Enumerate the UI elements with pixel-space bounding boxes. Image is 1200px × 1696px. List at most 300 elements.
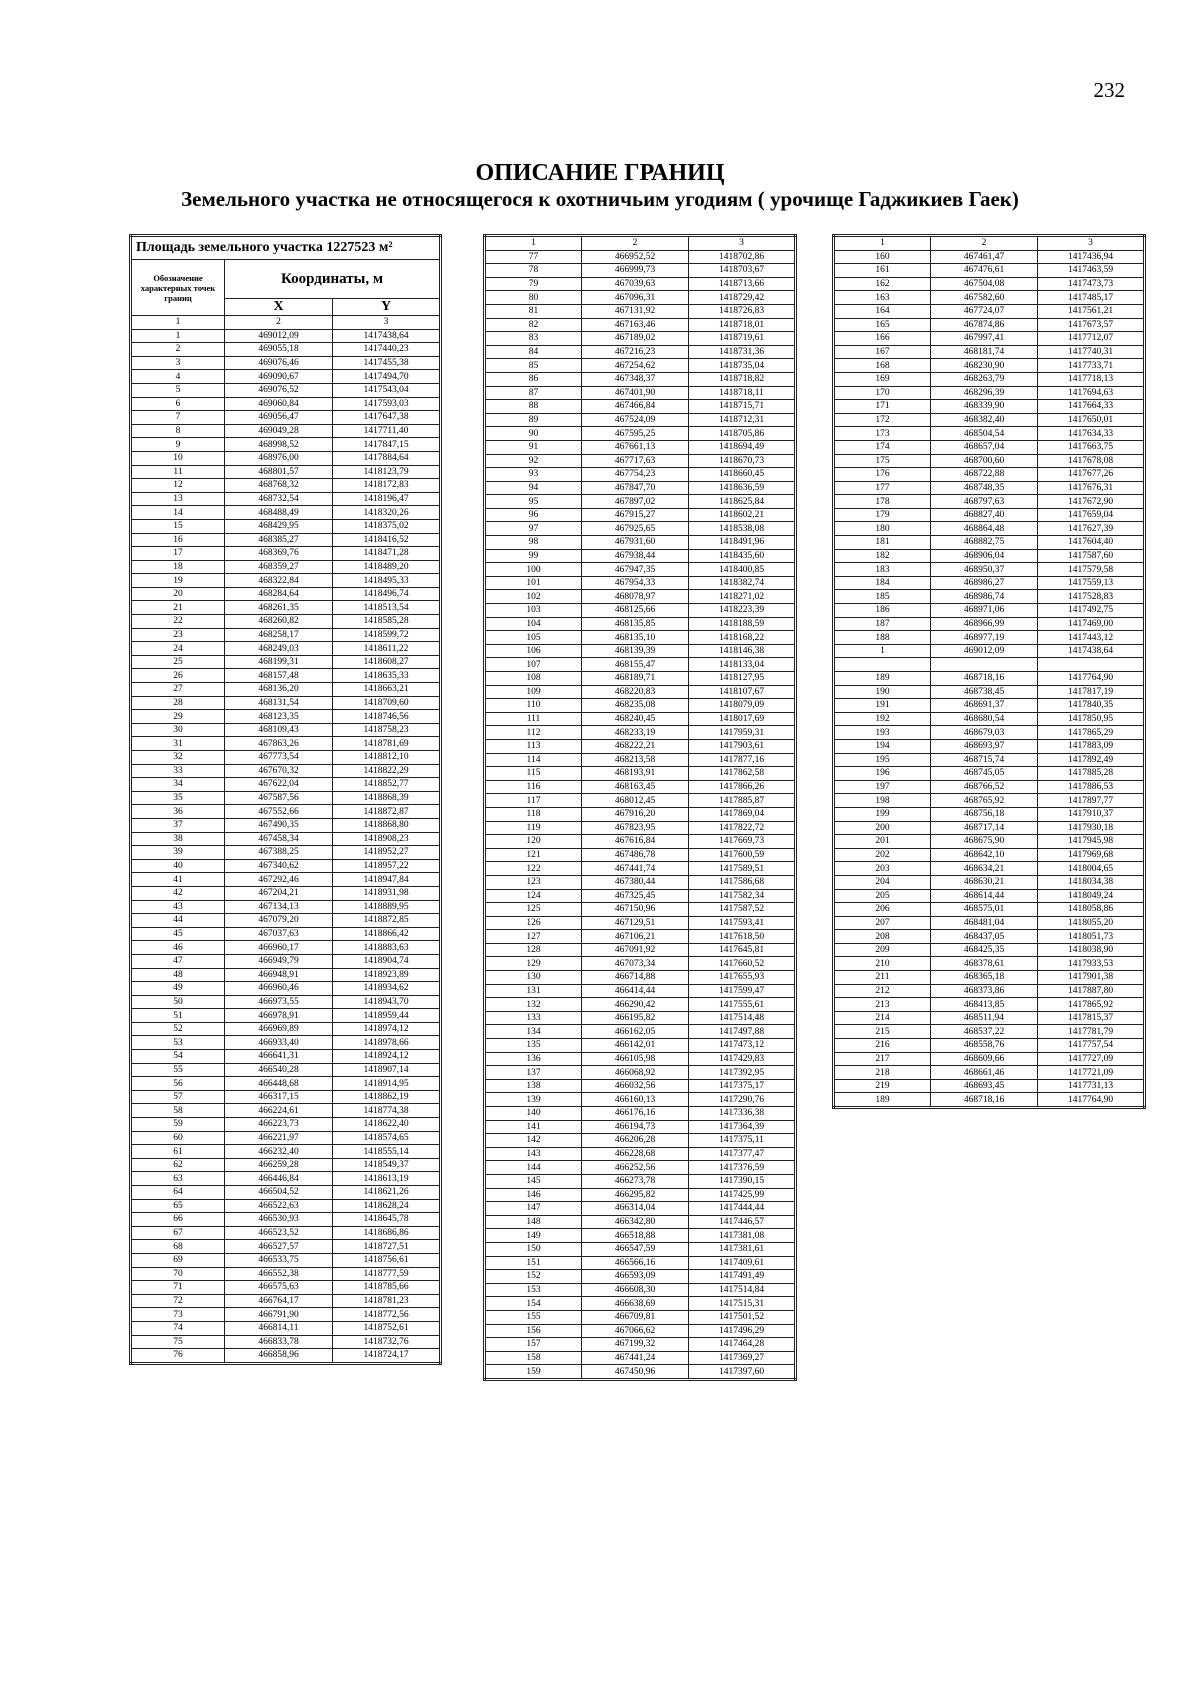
coord-x: 466999,73 <box>582 264 689 278</box>
coord-x: 468882,75 <box>931 536 1038 550</box>
point-number: 112 <box>485 726 582 740</box>
column-number-row <box>131 316 441 330</box>
coord-y: 1418055,20 <box>1038 916 1145 930</box>
point-number: 16 <box>131 533 225 547</box>
coord-x: 468718,16 <box>931 672 1038 686</box>
coord-y: 1417618,50 <box>689 930 796 944</box>
coord-y: 1417659,04 <box>1038 508 1145 522</box>
table-row <box>485 332 796 346</box>
coord-y: 1417733,71 <box>1038 359 1145 373</box>
point-number: 191 <box>834 699 931 713</box>
point-number: 14 <box>131 506 225 520</box>
table-row <box>834 604 1145 618</box>
coord-y: 1418724,17 <box>333 1349 441 1364</box>
coord-x: 467096,31 <box>582 291 689 305</box>
coord-x: 467490,35 <box>225 818 333 832</box>
coord-x: 469056,47 <box>225 411 333 425</box>
point-number: 32 <box>131 751 225 765</box>
coord-x: 466969,89 <box>225 1022 333 1036</box>
point-number: 88 <box>485 400 582 414</box>
coord-y: 1417727,09 <box>1038 1052 1145 1066</box>
coord-x: 468575,01 <box>931 903 1038 917</box>
coord-y: 1418375,02 <box>333 519 441 533</box>
coord-x: 468263,79 <box>931 372 1038 386</box>
point-number: 126 <box>485 916 582 930</box>
table-row <box>485 794 796 808</box>
coord-x: 466228,68 <box>582 1147 689 1161</box>
coord-y: 1418862,19 <box>333 1090 441 1104</box>
table-row <box>834 712 1145 726</box>
coord-x: 468385,27 <box>225 533 333 547</box>
table-row <box>834 1039 1145 1053</box>
coord-y: 1417866,26 <box>689 780 796 794</box>
table-row <box>485 726 796 740</box>
point-number: 59 <box>131 1118 225 1132</box>
table-row <box>485 916 796 930</box>
point-number: 107 <box>485 658 582 672</box>
coord-x: 466714,88 <box>582 971 689 985</box>
coord-x: 466533,75 <box>225 1253 333 1267</box>
column-number: 1 <box>485 236 582 251</box>
point-number: 103 <box>485 604 582 618</box>
point-number: 11 <box>131 465 225 479</box>
coord-y: 1417655,93 <box>689 971 796 985</box>
coord-y: 1418133,04 <box>689 658 796 672</box>
coord-x: 467595,25 <box>582 427 689 441</box>
point-number: 64 <box>131 1186 225 1200</box>
coord-y: 1418729,42 <box>689 291 796 305</box>
coord-x: 466223,73 <box>225 1118 333 1132</box>
coord-y: 1417892,49 <box>1038 753 1145 767</box>
coord-x: 467066,62 <box>582 1324 689 1338</box>
point-number: 50 <box>131 995 225 1009</box>
table-row <box>485 971 796 985</box>
coord-y: 1418038,90 <box>1038 943 1145 957</box>
coord-y: 1418758,23 <box>333 723 441 737</box>
table-row <box>131 941 441 955</box>
table-row <box>485 264 796 278</box>
coord-y: 1417678,08 <box>1038 454 1145 468</box>
table-row <box>834 807 1145 821</box>
table-row <box>834 454 1145 468</box>
table-row <box>485 604 796 618</box>
coord-y: 1417376,59 <box>689 1161 796 1175</box>
coord-y: 1418196,47 <box>333 492 441 506</box>
point-number: 40 <box>131 859 225 873</box>
point-number: 45 <box>131 927 225 941</box>
coord-x: 466973,55 <box>225 995 333 1009</box>
coord-y: 1418471,28 <box>333 547 441 561</box>
coord-x: 468369,76 <box>225 547 333 561</box>
table-row <box>131 764 441 778</box>
point-number: 130 <box>485 971 582 985</box>
coord-x: 467441,74 <box>582 862 689 876</box>
coord-x: 469055,18 <box>225 343 333 357</box>
table-row <box>834 481 1145 495</box>
point-number: 141 <box>485 1120 582 1134</box>
coord-y: 1417587,52 <box>689 903 796 917</box>
coord-y: 1417586,68 <box>689 875 796 889</box>
point-number: 214 <box>834 1011 931 1025</box>
table-row <box>834 889 1145 903</box>
point-number: 82 <box>485 318 582 332</box>
table-row <box>131 1349 441 1364</box>
table-row <box>485 508 796 522</box>
coord-y: 1418735,04 <box>689 359 796 373</box>
point-number: 200 <box>834 821 931 835</box>
coord-x: 467401,90 <box>582 386 689 400</box>
point-number: 36 <box>131 805 225 819</box>
table-row <box>485 1256 796 1270</box>
coord-x: 468012,45 <box>582 794 689 808</box>
coord-x: 468864,48 <box>931 522 1038 536</box>
table-row <box>131 846 441 860</box>
point-number: 143 <box>485 1147 582 1161</box>
coord-y: 1418146,38 <box>689 644 796 658</box>
point-number: 118 <box>485 807 582 821</box>
table-row <box>131 1267 441 1281</box>
coord-x: 468425,35 <box>931 943 1038 957</box>
coord-x: 466221,97 <box>225 1131 333 1145</box>
table-row <box>485 1161 796 1175</box>
table-row <box>485 440 796 454</box>
table-row <box>131 669 441 683</box>
table-row <box>131 587 441 601</box>
coord-y: 1418781,23 <box>333 1294 441 1308</box>
table-row <box>485 359 796 373</box>
point-number: 197 <box>834 780 931 794</box>
coord-y: 1418628,24 <box>333 1199 441 1213</box>
table-row <box>485 522 796 536</box>
coord-y: 1418872,85 <box>333 914 441 928</box>
coord-y: 1418889,95 <box>333 900 441 914</box>
coord-x: 466273,78 <box>582 1174 689 1188</box>
coord-y: 1418496,74 <box>333 587 441 601</box>
table-row <box>485 644 796 658</box>
point-number: 206 <box>834 903 931 917</box>
coord-x: 468756,18 <box>931 807 1038 821</box>
coord-x: 467938,44 <box>582 549 689 563</box>
table-row <box>834 984 1145 998</box>
coord-y: 1418621,26 <box>333 1186 441 1200</box>
table-row <box>485 291 796 305</box>
coord-x: 468222,21 <box>582 739 689 753</box>
coord-x: 466833,78 <box>225 1335 333 1349</box>
coord-y: 1418549,37 <box>333 1158 441 1172</box>
col-header-coordinates: Координаты, м <box>225 260 441 299</box>
coord-y: 1417865,29 <box>1038 726 1145 740</box>
coord-y: 1417627,39 <box>1038 522 1145 536</box>
table-row <box>834 332 1145 346</box>
table-row <box>131 1335 441 1349</box>
coord-y: 1418168,22 <box>689 631 796 645</box>
coord-x: 468261,35 <box>225 601 333 615</box>
coord-x: 468240,45 <box>582 712 689 726</box>
coord-x: 467466,84 <box>582 400 689 414</box>
coord-x: 466342,80 <box>582 1215 689 1229</box>
coord-x: 468950,37 <box>931 563 1038 577</box>
coord-y: 1417587,60 <box>1038 549 1145 563</box>
coord-y: 1417559,13 <box>1038 576 1145 590</box>
table-row <box>485 1283 796 1297</box>
coord-y: 1418777,59 <box>333 1267 441 1281</box>
point-number: 98 <box>485 536 582 550</box>
table-row <box>131 954 441 968</box>
coord-y: 1417473,73 <box>1038 277 1145 291</box>
table-row <box>131 778 441 792</box>
point-number: 158 <box>485 1351 582 1365</box>
coord-y: 1418613,19 <box>333 1172 441 1186</box>
coord-y: 1417336,38 <box>689 1107 796 1121</box>
point-number: 120 <box>485 835 582 849</box>
coord-x: 466523,52 <box>225 1226 333 1240</box>
table-row <box>834 780 1145 794</box>
coord-y: 1417485,17 <box>1038 291 1145 305</box>
table-row <box>131 424 441 438</box>
coord-x: 468135,10 <box>582 631 689 645</box>
coord-x: 468630,21 <box>931 875 1038 889</box>
coord-x: 468131,54 <box>225 696 333 710</box>
table-row <box>131 791 441 805</box>
coord-y: 1417593,41 <box>689 916 796 930</box>
point-number: 80 <box>485 291 582 305</box>
coord-y: 1418934,62 <box>333 982 441 996</box>
coord-y: 1417438,64 <box>333 329 441 343</box>
coord-y: 1417446,57 <box>689 1215 796 1229</box>
table-row <box>485 495 796 509</box>
point-number: 20 <box>131 587 225 601</box>
table-row <box>131 710 441 724</box>
point-number: 52 <box>131 1022 225 1036</box>
coord-x: 469012,09 <box>931 644 1038 658</box>
point-number: 94 <box>485 481 582 495</box>
table-row <box>131 927 441 941</box>
coord-x: 468675,90 <box>931 835 1038 849</box>
coord-y: 1417377,47 <box>689 1147 796 1161</box>
coord-x: 466160,13 <box>582 1093 689 1107</box>
coord-y: 1418781,69 <box>333 737 441 751</box>
point-number: 129 <box>485 957 582 971</box>
table-row <box>834 767 1145 781</box>
column-number: 3 <box>689 236 796 251</box>
table-row <box>485 672 796 686</box>
coord-y: 1417884,64 <box>333 451 441 465</box>
point-number: 202 <box>834 848 931 862</box>
coord-x: 467106,21 <box>582 930 689 944</box>
table-row <box>834 413 1145 427</box>
coord-x: 467079,20 <box>225 914 333 928</box>
table-row <box>485 1174 796 1188</box>
table-row <box>485 1147 796 1161</box>
coord-x: 468220,83 <box>582 685 689 699</box>
point-number: 87 <box>485 386 582 400</box>
point-number: 174 <box>834 440 931 454</box>
table-row <box>834 1025 1145 1039</box>
coord-y: 1417381,61 <box>689 1242 796 1256</box>
coord-x: 466232,40 <box>225 1145 333 1159</box>
coord-x: 466527,57 <box>225 1240 333 1254</box>
coord-y: 1418538,08 <box>689 522 796 536</box>
coord-x: 468481,04 <box>931 916 1038 930</box>
coord-x: 467486,78 <box>582 848 689 862</box>
coord-x: 468322,84 <box>225 574 333 588</box>
table-row <box>834 440 1145 454</box>
coord-y: 1417443,12 <box>1038 631 1145 645</box>
coord-x: 467039,63 <box>582 277 689 291</box>
point-number: 173 <box>834 427 931 441</box>
coord-y: 1418670,73 <box>689 454 796 468</box>
table-row <box>834 359 1145 373</box>
coord-x: 466858,96 <box>225 1349 333 1364</box>
table-row <box>834 957 1145 971</box>
point-number: 212 <box>834 984 931 998</box>
coord-y: 1418727,51 <box>333 1240 441 1254</box>
coord-x: 466933,40 <box>225 1036 333 1050</box>
table-gap-row <box>834 658 1145 672</box>
coord-y: 1417718,13 <box>1038 372 1145 386</box>
coord-x: 468634,21 <box>931 862 1038 876</box>
table-row <box>131 1077 441 1091</box>
coord-x: 467773,54 <box>225 751 333 765</box>
coord-x: 467524,09 <box>582 413 689 427</box>
coord-y: 1418599,72 <box>333 628 441 642</box>
coord-y: 1418123,79 <box>333 465 441 479</box>
coord-x: 467037,63 <box>225 927 333 941</box>
table-row <box>485 1242 796 1256</box>
column-number: 1 <box>834 236 931 251</box>
coord-x: 468642,10 <box>931 848 1038 862</box>
table-row <box>131 642 441 656</box>
coord-x: 467073,34 <box>582 957 689 971</box>
coord-x: 467461,47 <box>931 250 1038 264</box>
coord-y: 1417496,29 <box>689 1324 796 1338</box>
coord-x: 467340,62 <box>225 859 333 873</box>
coord-y: 1417885,87 <box>689 794 796 808</box>
point-number: 125 <box>485 903 582 917</box>
table-row <box>131 900 441 914</box>
table-row <box>131 873 441 887</box>
coord-y: 1417455,38 <box>333 356 441 370</box>
coord-y: 1417381,08 <box>689 1229 796 1243</box>
table-row <box>485 957 796 971</box>
coord-x: 467897,02 <box>582 495 689 509</box>
coord-x: 466295,82 <box>582 1188 689 1202</box>
coord-x: 466814,11 <box>225 1321 333 1335</box>
table-row <box>131 411 441 425</box>
coord-y: 1418752,61 <box>333 1321 441 1335</box>
coord-x: 466259,28 <box>225 1158 333 1172</box>
point-number: 55 <box>131 1063 225 1077</box>
point-number: 91 <box>485 440 582 454</box>
coord-y: 1417959,31 <box>689 726 796 740</box>
coord-x: 468233,19 <box>582 726 689 740</box>
point-number: 5 <box>131 383 225 397</box>
coord-y: 1417721,09 <box>1038 1066 1145 1080</box>
table-row <box>485 250 796 264</box>
table-row <box>131 451 441 465</box>
coord-y: 1417514,48 <box>689 1011 796 1025</box>
coord-y: 1417901,38 <box>1038 971 1145 985</box>
column-number: 3 <box>1038 236 1145 251</box>
point-number: 31 <box>131 737 225 751</box>
table-row <box>131 383 441 397</box>
table-row <box>131 655 441 669</box>
coord-x: 467450,96 <box>582 1365 689 1380</box>
table-row <box>131 547 441 561</box>
point-number: 77 <box>485 250 582 264</box>
coord-y: 1418635,33 <box>333 669 441 683</box>
coord-x: 467199,32 <box>582 1338 689 1352</box>
coord-x: 466948,91 <box>225 968 333 982</box>
table-row <box>834 590 1145 604</box>
point-number: 4 <box>131 370 225 384</box>
coord-y: 1418107,67 <box>689 685 796 699</box>
coord-y: 1417593,03 <box>333 397 441 411</box>
area-label: Площадь земельного участка 1227523 м² <box>131 236 441 260</box>
coord-x: 467947,35 <box>582 563 689 577</box>
table-row <box>131 1050 441 1064</box>
coord-y: 1417840,35 <box>1038 699 1145 713</box>
coord-x: 468679,03 <box>931 726 1038 740</box>
coord-x: 467441,24 <box>582 1351 689 1365</box>
coord-x: 466252,56 <box>582 1161 689 1175</box>
point-number: 208 <box>834 930 931 944</box>
table-row <box>834 835 1145 849</box>
point-number: 162 <box>834 277 931 291</box>
coord-y: 1417364,39 <box>689 1120 796 1134</box>
coord-y: 1417440,23 <box>333 343 441 357</box>
point-number: 190 <box>834 685 931 699</box>
point-number: 22 <box>131 615 225 629</box>
table-row <box>834 971 1145 985</box>
coord-y: 1418223,39 <box>689 604 796 618</box>
point-number: 181 <box>834 536 931 550</box>
point-number: 219 <box>834 1079 931 1093</box>
coord-x: 468235,08 <box>582 699 689 713</box>
point-number: 13 <box>131 492 225 506</box>
table-row <box>834 699 1145 713</box>
point-number: 84 <box>485 345 582 359</box>
coord-x: 467717,63 <box>582 454 689 468</box>
coord-x: 468258,17 <box>225 628 333 642</box>
point-number: 86 <box>485 372 582 386</box>
table-row <box>485 1120 796 1134</box>
table-row <box>131 533 441 547</box>
coord-y: 1417463,59 <box>1038 264 1145 278</box>
coord-x: 467458,34 <box>225 832 333 846</box>
point-number: 115 <box>485 767 582 781</box>
point-number: 131 <box>485 984 582 998</box>
point-number: 123 <box>485 875 582 889</box>
table-row <box>485 1052 796 1066</box>
point-number: 140 <box>485 1107 582 1121</box>
table-row <box>834 563 1145 577</box>
table-row <box>485 427 796 441</box>
point-number: 116 <box>485 780 582 794</box>
point-number: 23 <box>131 628 225 642</box>
coord-x: 467925,65 <box>582 522 689 536</box>
table-row <box>485 1025 796 1039</box>
point-number: 127 <box>485 930 582 944</box>
point-number: 175 <box>834 454 931 468</box>
coord-y: 1417555,61 <box>689 998 796 1012</box>
table-row <box>131 370 441 384</box>
col-header-points: Обозначение характерных точек границ <box>131 260 225 316</box>
table-row <box>485 345 796 359</box>
coord-y: 1418705,86 <box>689 427 796 441</box>
point-number: 46 <box>131 941 225 955</box>
point-number: 184 <box>834 576 931 590</box>
